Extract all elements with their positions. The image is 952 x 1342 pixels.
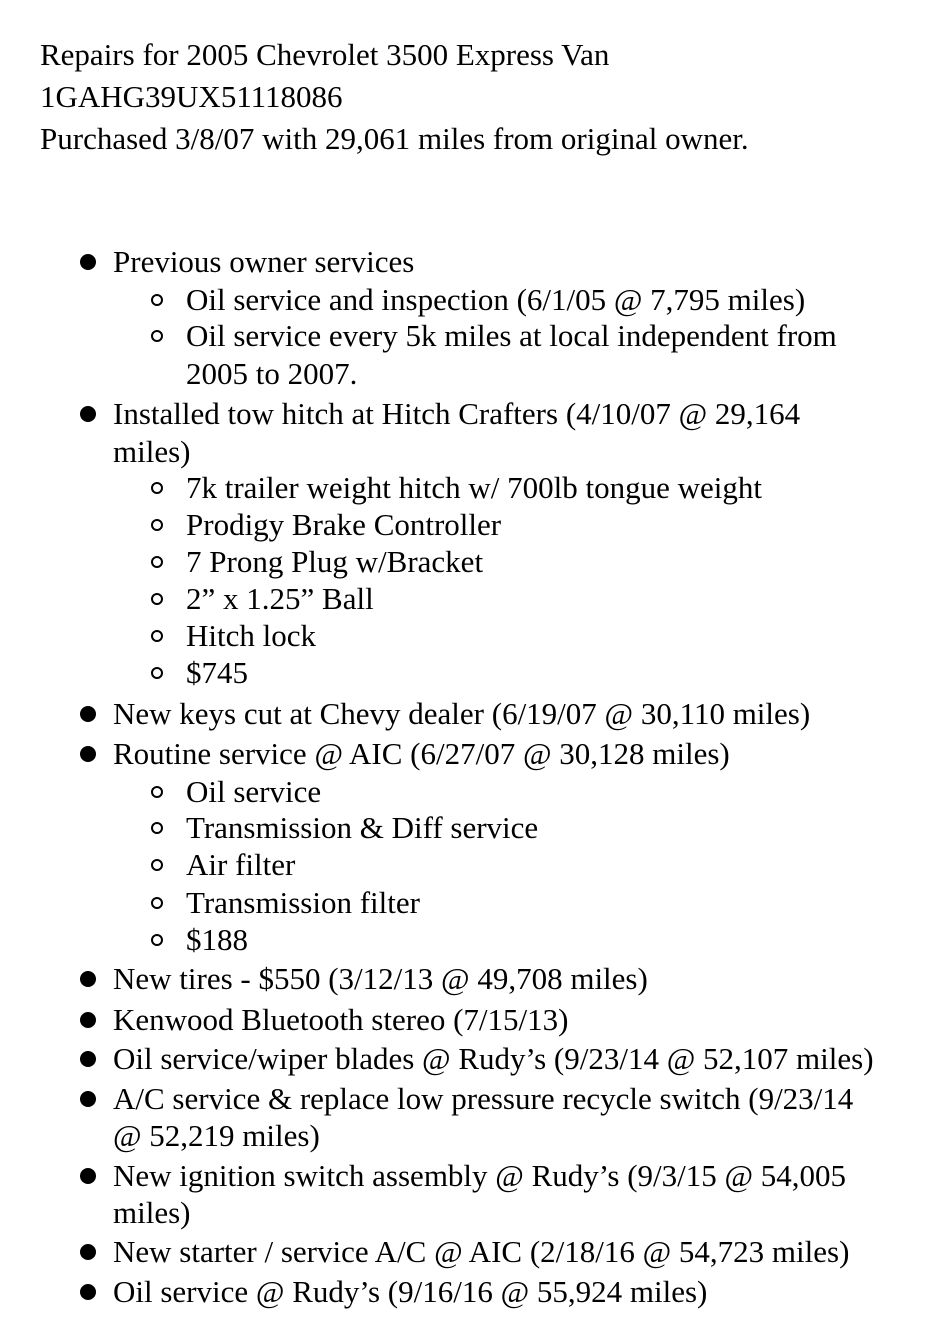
bullet-icon bbox=[80, 971, 96, 987]
list-item-continuation: miles) bbox=[113, 434, 191, 469]
sub-list-item: Oil service bbox=[186, 774, 322, 809]
bullet-icon bbox=[80, 1051, 96, 1067]
bullet-icon bbox=[80, 706, 96, 722]
bullet-icon bbox=[80, 746, 96, 762]
sub-bullet-icon bbox=[151, 630, 163, 642]
sub-bullet-icon bbox=[151, 556, 163, 568]
list-item-continuation: @ 52,219 miles) bbox=[113, 1118, 320, 1153]
sub-list-item: Air filter bbox=[186, 847, 296, 882]
sub-list-item: Oil service and inspection (6/1/05 @ 7,795 miles) bbox=[186, 282, 806, 317]
list-item-continuation: miles) bbox=[113, 1195, 191, 1230]
list-item: Kenwood Bluetooth stereo (7/15/13) bbox=[113, 1002, 569, 1037]
sub-list-item: 7k trailer weight hitch w/ 700lb tongue weight bbox=[186, 470, 762, 505]
bullet-icon bbox=[80, 1091, 96, 1107]
sub-bullet-icon bbox=[151, 294, 163, 306]
sub-bullet-icon bbox=[151, 519, 163, 531]
sub-list-item: Oil service every 5k miles at local independent from bbox=[186, 318, 837, 353]
list-item: New keys cut at Chevy dealer (6/19/07 @ 30,110 miles) bbox=[113, 696, 811, 731]
list-item: New starter / service A/C @ AIC (2/18/16 @ 54,723 miles) bbox=[113, 1234, 850, 1269]
bullet-icon bbox=[80, 1012, 96, 1028]
bullet-icon bbox=[80, 406, 96, 422]
sub-list-item: 2” x 1.25” Ball bbox=[186, 581, 374, 616]
list-item: Installed tow hitch at Hitch Crafters (4/10/07 @ 29,164 bbox=[113, 396, 801, 431]
sub-list-item: Transmission filter bbox=[186, 885, 420, 920]
sub-bullet-icon bbox=[151, 786, 163, 798]
sub-list-item: $188 bbox=[186, 922, 248, 957]
list-item: Routine service @ AIC (6/27/07 @ 30,128 miles) bbox=[113, 736, 730, 771]
document-title: Repairs for 2005 Chevrolet 3500 Express Van bbox=[40, 37, 610, 72]
vin-number: 1GAHG39UX51118086 bbox=[40, 79, 343, 114]
sub-bullet-icon bbox=[151, 822, 163, 834]
bullet-icon bbox=[80, 254, 96, 270]
list-item: Oil service/wiper blades @ Rudy’s (9/23/14 @ 52,107 miles) bbox=[113, 1041, 874, 1076]
list-item: A/C service & replace low pressure recycle switch (9/23/14 bbox=[113, 1081, 854, 1116]
sub-list-item: Hitch lock bbox=[186, 618, 316, 653]
purchase-info: Purchased 3/8/07 with 29,061 miles from original owner. bbox=[40, 121, 749, 156]
sub-list-item: Prodigy Brake Controller bbox=[186, 507, 502, 542]
bullet-icon bbox=[80, 1244, 96, 1260]
bullet-icon bbox=[80, 1168, 96, 1184]
bullet-icon bbox=[80, 1284, 96, 1300]
sub-bullet-icon bbox=[151, 330, 163, 342]
sub-list-item: 7 Prong Plug w/Bracket bbox=[186, 544, 484, 579]
sub-bullet-icon bbox=[151, 667, 163, 679]
list-item: Oil service @ Rudy’s (9/16/16 @ 55,924 miles) bbox=[113, 1274, 708, 1309]
sub-list-item: $745 bbox=[186, 655, 248, 690]
sub-bullet-icon bbox=[151, 897, 163, 909]
list-item: New tires - $550 (3/12/13 @ 49,708 miles) bbox=[113, 961, 648, 996]
sub-bullet-icon bbox=[151, 859, 163, 871]
sub-bullet-icon bbox=[151, 482, 163, 494]
sub-list-item: Transmission & Diff service bbox=[186, 810, 539, 845]
list-item: Previous owner services bbox=[113, 244, 415, 279]
sub-bullet-icon bbox=[151, 934, 163, 946]
document-header bbox=[40, 34, 749, 160]
list-item: New ignition switch assembly @ Rudy’s (9/3/15 @ 54,005 bbox=[113, 1158, 847, 1193]
sub-bullet-icon bbox=[151, 593, 163, 605]
sub-list-item-continuation: 2005 to 2007. bbox=[186, 356, 358, 391]
